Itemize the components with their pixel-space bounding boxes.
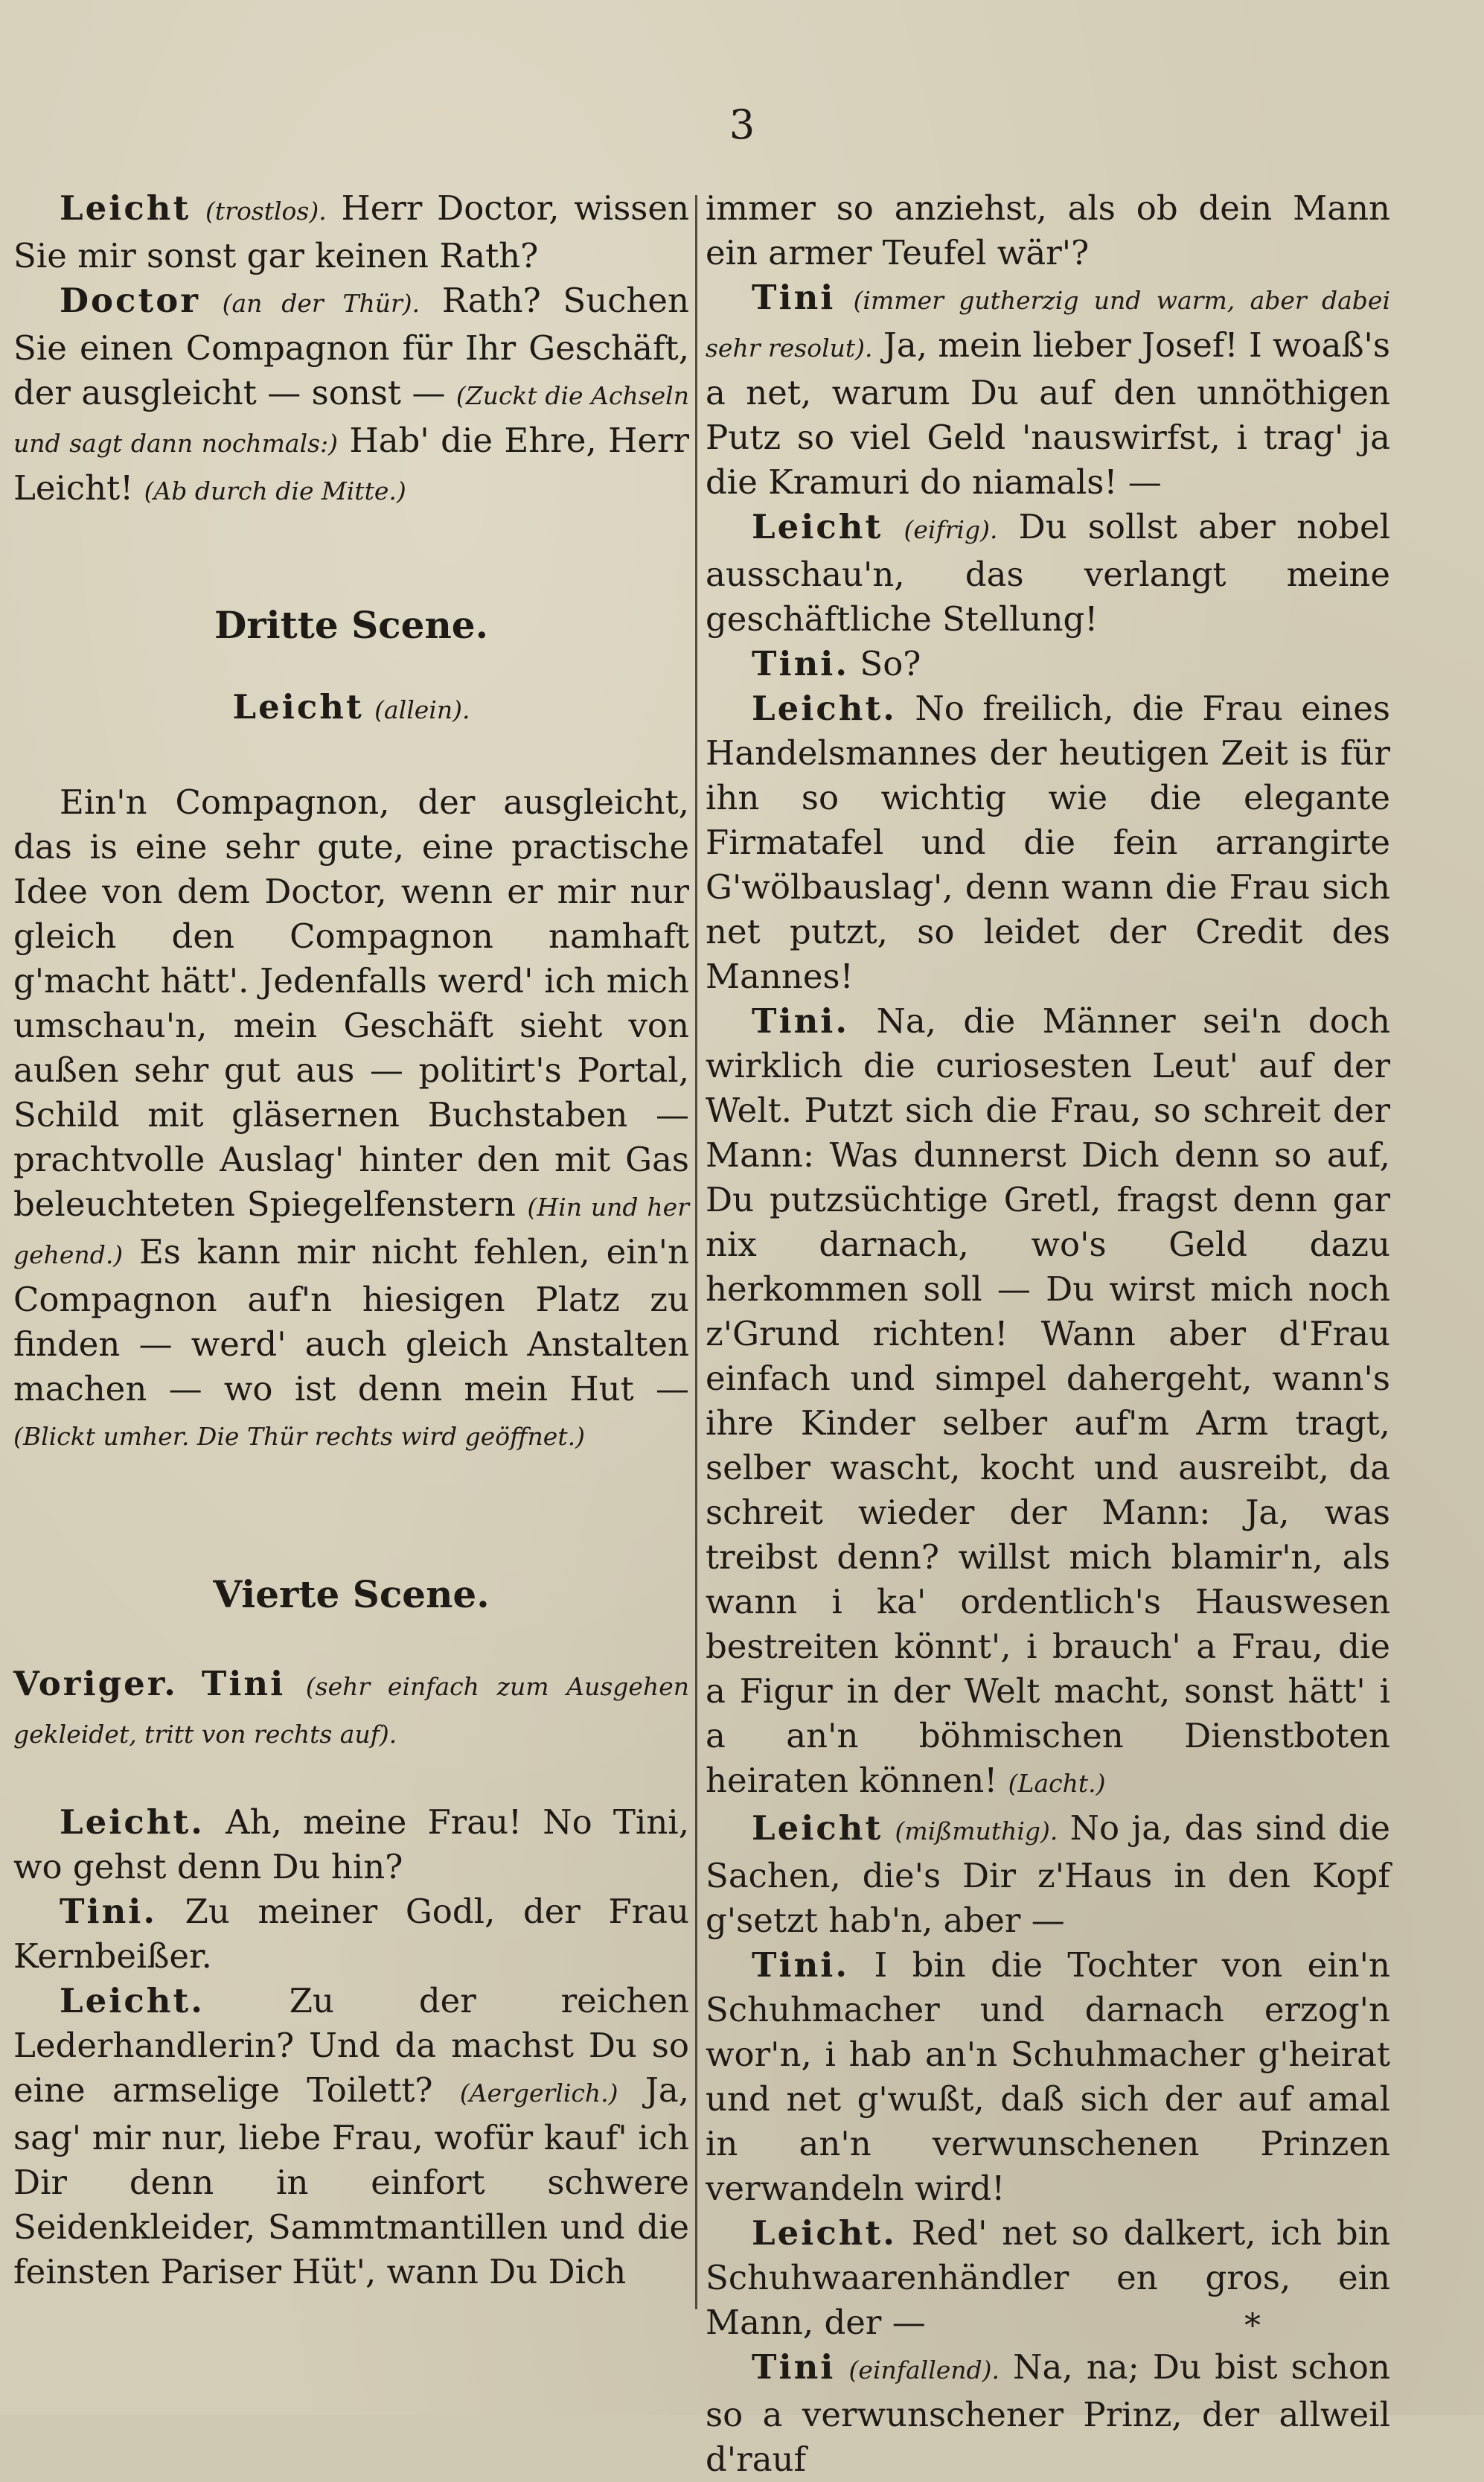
dialogue-text: Ein'n Compagnon, der ausgleicht, das is eine sehr gute, eine practische Idee von dem Doctor, wenn er mir nur gleich den Compagnon namhaft g'macht hätt'. Jedenfalls werd' ich mich umschau'n, mein Geschäft sieht von außen sehr gut aus — politirt's Portal, Schild mit gläsernen Buchstaben — prachtvolle Auslag' hinter den mit Gas beleuchteten Spiegelfenstern	[13, 782, 689, 1224]
column-divider	[695, 195, 697, 2309]
dialogue-text: Es kann mir nicht fehlen, ein'n Compagnon auf'n hiesigen Platz zu finden — werd' auch gleich Anstalten machen — wo ist denn mein Hut —	[13, 1232, 689, 1409]
speaker-name: Voriger. Tini	[13, 1664, 286, 1703]
stage-direction: (Blickt umher. Die Thür rechts wird geöffnet.)	[13, 1422, 585, 1451]
dialogue-text: No freilich, die Frau eines Handelsmannes der heutigen Zeit is für ihn so wichtig wie die elegante Firmatafel und die fein arrangirte G'wölbauslag', denn wann die Frau sich net putzt, so leidet der Credit des Mannes!	[706, 689, 1390, 996]
dialogue-paragraph	[706, 1806, 1390, 1943]
stage-direction: (einfallend).	[848, 2355, 1000, 2384]
dialogue-paragraph	[706, 275, 1390, 505]
speaker-name: Tini.	[752, 644, 850, 683]
right-column	[706, 186, 1390, 2482]
dialogue-text: Na, na; Du bist schon so a verwunschener Prinz, der allweil d'rauf	[706, 2347, 1390, 2479]
dialogue-text: Zu der reichen Lederhandlerin? Und da machst Du so eine armselige Toilett?	[13, 1981, 689, 2110]
dialogue-paragraph	[13, 1889, 689, 1979]
dialogue-paragraph	[706, 186, 1390, 275]
speaker-name: Leicht.	[60, 1802, 205, 1842]
stage-direction: (an der Thür).	[222, 289, 420, 318]
dialogue-text: immer so anziehst, als ob dein Mann ein armer Teufel wär'?	[706, 188, 1390, 272]
scene-heading: Vierte Scene.	[213, 1572, 490, 1616]
dialogue-text: Rath? Suchen Sie einen Compagnon für Ihr Geschäft, der ausgleicht — sonst —	[13, 281, 690, 412]
speaker-name: Leicht	[752, 1808, 883, 1848]
speaker-name: Tini.	[752, 1001, 850, 1041]
dialogue-text: Na, die Männer sei'n doch wirklich die curiosesten Leut' auf der Welt. Putzt sich die Frau, so schreit der Mann: Was dunnerst Dich denn so auf, Du putzsüchtige Gretl, fragst denn gar nix darnach, wo's Geld dazu herkommen soll — Du wirst mich noch z'Grund richten! Wann aber d'Frau einfach und simpel dahergeht, wann's ihre Kinder selber auf'm Arm tragt, selber wascht, kocht und ausreibt, da schreit wieder der Mann: Ja, was treibst denn? willst mich blamir'n, als wann i ka' ordentlich's Hauswesen bestreiten könnt', i brauch' a Frau, die a Figur in der Welt macht, sonst hätt' i a an'n böhmischen Dienstboten heiraten können!	[706, 1001, 1390, 1800]
dialogue-text: Red' net so dalkert, ich bin Schuhwaarenhändler en gros, ein Mann, der —	[706, 2213, 1390, 2342]
stage-direction: (trostlos).	[205, 197, 327, 226]
dialogue-paragraph	[706, 999, 1390, 1806]
dialogue-text: I bin die Tochter von ein'n Schuhmacher und darnach erzog'n wor'n, i hab an'n Schuhmacher g'heirat und net g'wußt, daß sich der auf amal in an'n verwunschenen Prinzen verwandeln wird!	[706, 1945, 1390, 2208]
dialogue-paragraph	[706, 686, 1390, 999]
stage-direction: (Zuckt die Achseln und sagt dann nochmals:)	[13, 381, 689, 458]
scene-heading: Dritte Scene.	[214, 603, 489, 647]
dialogue-text: So?	[849, 644, 921, 683]
scene-cast	[13, 1662, 689, 1757]
stage-direction: (eifrig).	[903, 515, 998, 544]
dialogue-text: Zu meiner Godl, der Frau Kernbeißer.	[13, 1892, 689, 1976]
monologue-paragraph	[13, 780, 689, 1459]
dialogue-text: Hab' die Ehre, Herr Leicht!	[13, 421, 689, 508]
stage-direction: (Lacht.)	[1008, 1769, 1106, 1798]
speaker-name: Leicht	[232, 687, 364, 727]
speaker-name: Tini	[752, 278, 836, 317]
speaker-name: Leicht.	[752, 2213, 897, 2253]
speaker-name: Tini.	[752, 1945, 850, 1985]
signature-mark: *	[1244, 2307, 1261, 2345]
dialogue-paragraph	[706, 1943, 1390, 2211]
stage-direction: (Hin und her gehend.)	[13, 1193, 689, 1269]
stage-direction: (Aergerlich.)	[459, 2079, 618, 2108]
dialogue-text: Ja, mein lieber Josef! I woaß's a net, warum Du auf den unnöthigen Putz so viel Geld 'nauswirfst, i trag' ja die Kramuri do niamals! —	[706, 325, 1390, 502]
speaker-name: Leicht.	[60, 1981, 205, 2020]
dialogue-text: Ah, meine Frau! No Tini, wo gehst denn Du hin?	[13, 1802, 689, 1886]
scene-cast	[13, 685, 689, 733]
speaker-name: Leicht	[752, 507, 883, 546]
dialogue-text: Du sollst aber nobel ausschau'n, das verlangt meine geschäftliche Stellung!	[706, 507, 1390, 639]
page-number: 3	[729, 101, 755, 148]
speaker-name: Leicht.	[752, 689, 897, 728]
dialogue-paragraph	[706, 2211, 1390, 2345]
speaker-name: Tini	[752, 2347, 836, 2387]
left-column	[13, 186, 689, 2294]
speaker-name: Tini.	[60, 1892, 158, 1931]
stage-direction: (mißmuthig).	[895, 1816, 1058, 1845]
dialogue-text: Ja, sag' mir nur, liebe Frau, wofür kauf' ich Dir denn in einfort schwere Seidenkleider, Sammtmantillen und die feinsten Pariser Hüt', wann Du Dich	[13, 2070, 689, 2291]
stage-direction: (allein).	[374, 695, 470, 724]
dialogue-paragraph	[13, 1979, 689, 2294]
dialogue-paragraph	[13, 186, 689, 278]
dialogue-paragraph	[706, 2345, 1390, 2482]
dialogue-paragraph	[13, 1800, 689, 1889]
dialogue-paragraph	[706, 505, 1390, 642]
speaker-name: Doctor	[60, 281, 200, 320]
stage-direction: (immer gutherzig und warm, aber dabei sehr resolut).	[706, 286, 1391, 363]
dialogue-text: No ja, das sind die Sachen, die's Dir z'Haus in den Kopf g'setzt hab'n, aber —	[706, 1808, 1390, 1940]
dialogue-text: Herr Doctor, wissen Sie mir sonst gar keinen Rath?	[13, 188, 689, 275]
stage-direction: (Ab durch die Mitte.)	[144, 476, 406, 505]
dialogue-paragraph	[13, 278, 689, 514]
dialogue-paragraph	[706, 642, 1390, 686]
stage-direction: (sehr einfach zum Ausgehen gekleidet, tritt von rechts auf).	[13, 1672, 689, 1749]
speaker-name: Leicht	[60, 188, 191, 228]
